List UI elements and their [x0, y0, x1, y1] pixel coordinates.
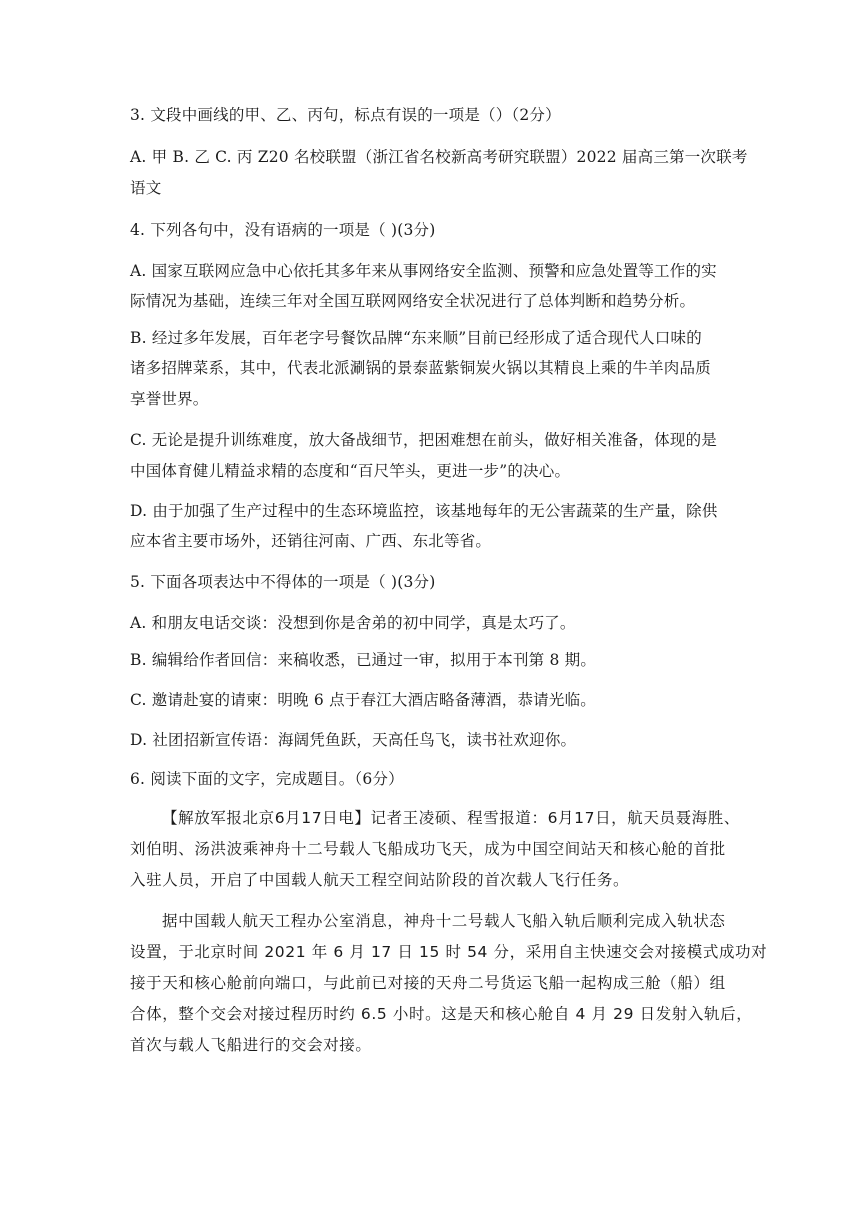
- q5-option-b: B. 编辑给作者回信：来稿收悉，已通过一审，拟用于本刊第 8 期。: [130, 651, 597, 669]
- q4-option-b-line-3: 享誉世界。: [130, 390, 209, 408]
- q4-option-d-line-2: 应本省主要市场外，还销往河南、广西、东北等省。: [130, 532, 492, 550]
- q6-para1-line-3: 入驻人员，开启了中国载人航天工程空间站阶段的首次载人飞行任务。: [130, 871, 630, 889]
- q5-option-a: A. 和朋友电话交谈：没想到你是舍弟的初中同学，真是太巧了。: [130, 614, 576, 632]
- q6-para2-line-5: 首次与载人飞船进行的交会对接。: [130, 1036, 372, 1054]
- q6-para1-line-1: 【解放军报北京6月17日电】记者王凌硕、程雪报道：6月17日，航天员聂海胜、: [162, 809, 740, 827]
- q6-para2-line-3: 接于天和核心舱前向端口，与此前已对接的天舟二号货运飞船一起构成三舱（船）组: [130, 974, 726, 992]
- q3-options-line-2: 语文: [130, 179, 162, 197]
- q3-options-line-1: A. 甲 B. 乙 C. 丙 Z20 名校联盟（浙江省名校新高考研究联盟）2022 届高三第一次联考: [130, 148, 748, 166]
- q4-option-a-line-1: A. 国家互联网应急中心依托其多年来从事网络安全监测、预警和应急处置等工作的实: [130, 262, 717, 280]
- q5-stem: 5. 下面各项表达中不得体的一项是（ )(3分): [130, 573, 436, 591]
- q4-option-a-line-2: 际情况为基础，连续三年对全国互联网网络安全状况进行了总体判断和趋势分析。: [130, 292, 696, 310]
- q5-option-c: C. 邀请赴宴的请柬：明晚 6 点于春江大酒店略备薄酒，恭请光临。: [130, 691, 596, 709]
- q4-option-b-line-2: 诸多招牌菜系，其中，代表北派涮锅的景泰蓝紫铜炭火锅以其精良上乘的牛羊肉品质: [130, 359, 711, 377]
- q6-para2-line-1: 据中国载人航天工程办公室消息，神舟十二号载人飞船入轨后顺利完成入轨状态: [162, 912, 726, 930]
- q4-stem: 4. 下列各句中，没有语病的一项是（ )(3分): [130, 221, 436, 239]
- q6-para1-line-2: 刘伯明、汤洪波乘神舟十二号载人飞船成功飞天，成为中国空间站天和核心舱的首批: [130, 840, 726, 858]
- q4-option-d-line-1: D. 由于加强了生产过程中的生态环境监控，该基地每年的无公害蔬菜的生产量，除供: [130, 502, 718, 520]
- q6-para2-line-2: 设置，于北京时间 2021 年 6 月 17 日 15 时 54 分，采用自主快速交会对接模式成功对: [130, 943, 768, 961]
- q4-option-c-line-2: 中国体育健儿精益求精的态度和“百尺竿头，更进一步”的决心。: [130, 462, 571, 480]
- q4-option-b-line-1: B. 经过多年发展，百年老字号餐饮品牌“东来顺”目前已经形成了适合现代人口味的: [130, 329, 702, 347]
- q5-option-d: D. 社团招新宣传语：海阔凭鱼跃，天高任鸟飞，读书社欢迎你。: [130, 731, 577, 749]
- q6-stem: 6. 阅读下面的文字，完成题目。（6分）: [130, 770, 404, 788]
- q3-stem: 3. 文段中画线的甲、乙、丙句，标点有误的一项是（）（2分）: [130, 106, 561, 124]
- q4-option-c-line-1: C. 无论是提升训练难度，放大备战细节，把困难想在前头，做好相关准备，体现的是: [130, 431, 717, 449]
- q6-para2-line-4: 合体，整个交会对接过程历时约 6.5 小时。这是天和核心舱自 4 月 29 日发射入轨后，: [130, 1005, 753, 1023]
